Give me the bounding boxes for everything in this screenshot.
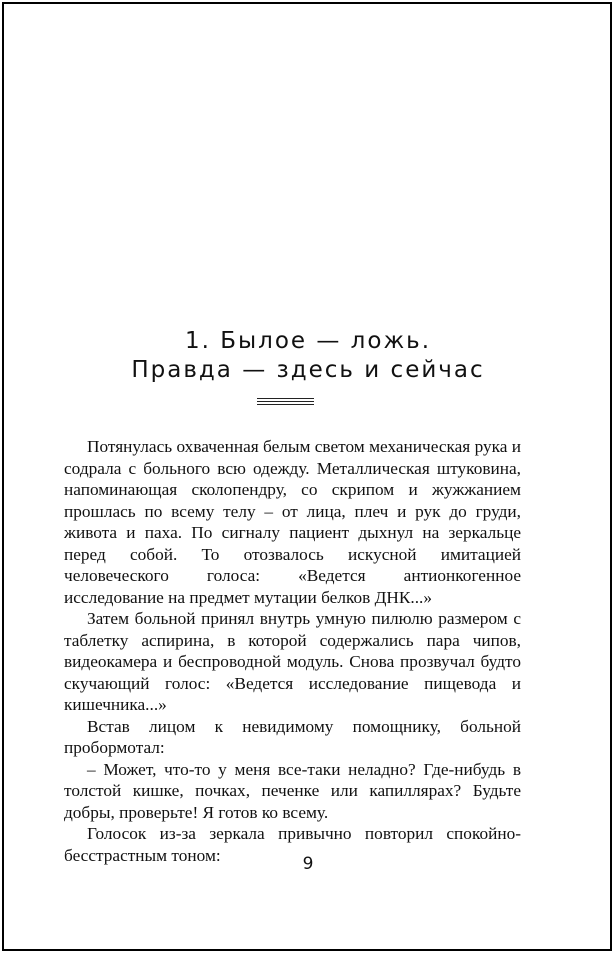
paragraph: Встав лицом к невидимому помощнику, больной пробормотал: [64, 716, 521, 757]
chapter-title-line-2: Правда — здесь и сейчас [131, 357, 485, 383]
chapter-title-line-1: 1. Былое — ложь. [184, 328, 432, 354]
page-number: 9 [302, 854, 314, 874]
chapter-body [64, 436, 521, 866]
paragraph: – Может, что-то у меня все-таки неладно? Где-нибудь в толстой кишке, почках, печенке или капиллярах? Будьте добры, проверьте! Я готов ко всему. [64, 759, 521, 822]
title-ornament [257, 398, 314, 408]
paragraph: Голосок из-за зеркала привычно повторил спокойно-бесстрастным тоном: [64, 824, 521, 865]
paragraph: Затем больной принял внутрь умную пилюлю размером с таблетку аспирина, в которой содержались пара чипов, видеокамера и беспроводной модуль. Снова прозвучал будто скучающий голос: «Ведется исследование пищевода и кишечника...» [64, 609, 521, 714]
paragraph: Потянулась охваченная белым светом механическая рука и содрала с больного всю одежду. Металлическая штуковина, напоминающая сколопендру, со скрипом и жужжанием прошлась по всему телу – от лица, плеч и рук до груди, живота и паха. По сигналу пациент дыхнул на зеркальце перед собой. То отозвалось искусной имитацией человеческого голоса: «Ведется антионкогенное исследование на предмет мутации белков ДНК...» [64, 437, 521, 607]
